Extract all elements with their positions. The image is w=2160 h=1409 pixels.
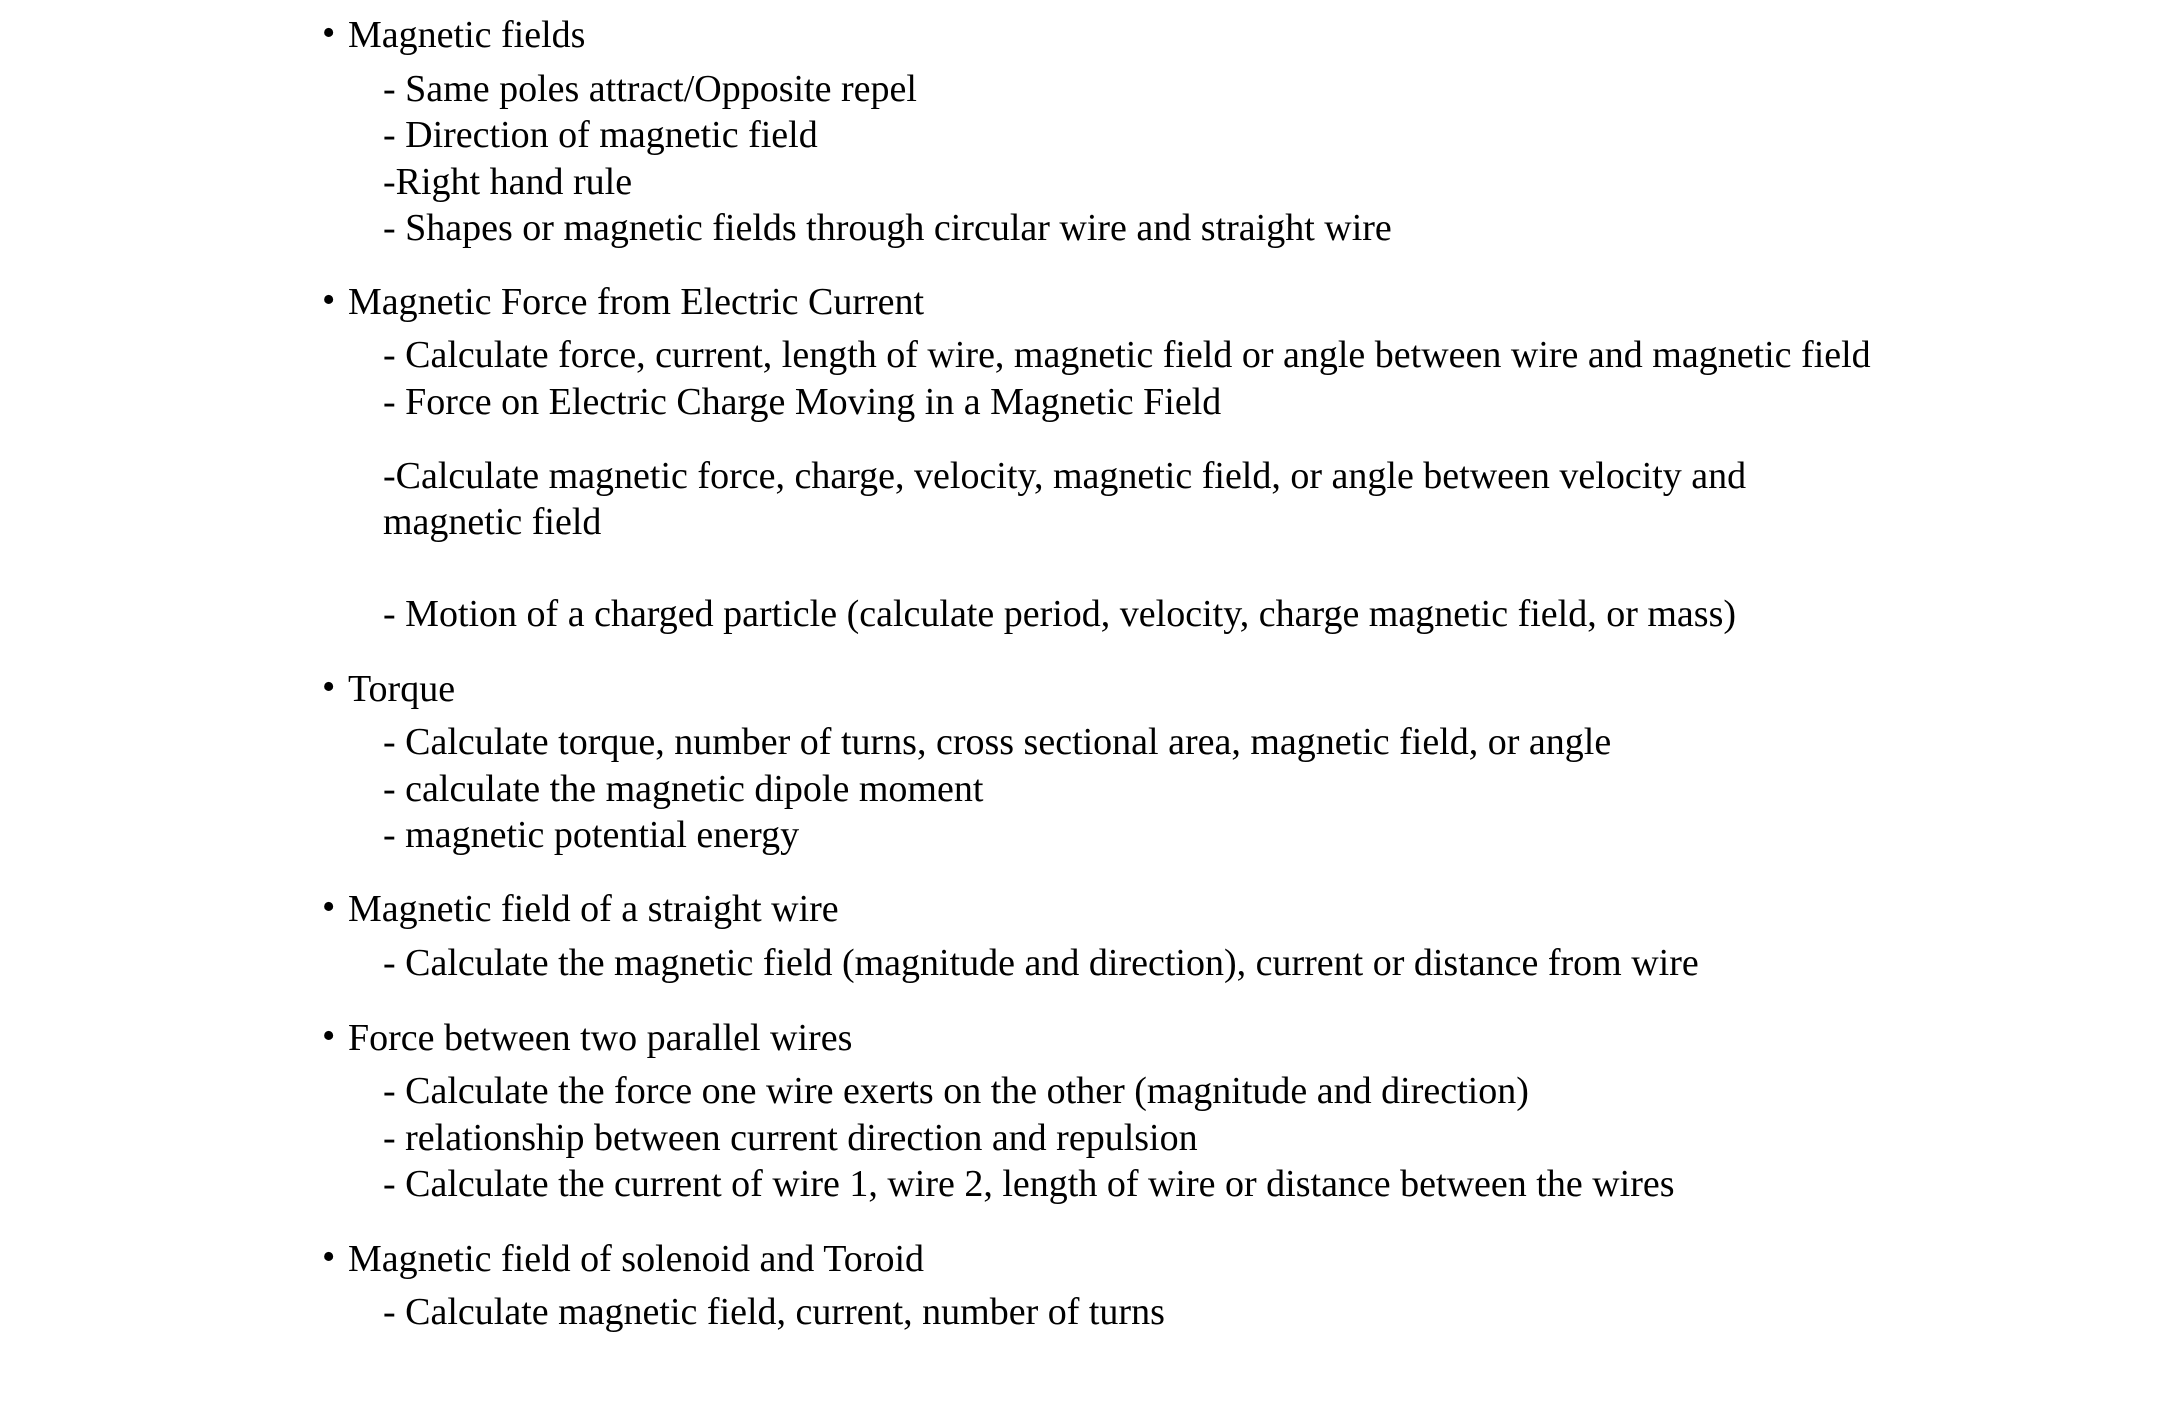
section-heading: Magnetic fields — [348, 14, 586, 56]
sub-item: -Right hand rule — [383, 161, 633, 203]
sub-item: - Calculate the magnetic field (magnitude and direction), current or distance from wire — [383, 942, 1699, 984]
sub-item: - Calculate force, current, length of wire, magnetic field or angle between wire and magnetic field — [383, 334, 1871, 376]
sub-item: - Force on Electric Charge Moving in a Magnetic Field — [383, 381, 1222, 423]
sub-item: - Calculate torque, number of turns, cross sectional area, magnetic field, or angle — [383, 721, 1612, 763]
section-heading: Magnetic field of solenoid and Toroid — [348, 1238, 925, 1280]
sub-item: - Shapes or magnetic fields through circular wire and straight wire — [383, 207, 1392, 249]
section-heading: Force between two parallel wires — [348, 1017, 853, 1059]
sub-item: - magnetic potential energy — [383, 814, 800, 856]
bullet-icon: • — [322, 12, 336, 54]
bullet-icon: • — [322, 1236, 336, 1278]
sub-item: - Same poles attract/Opposite repel — [383, 68, 917, 110]
bullet-icon: • — [322, 666, 336, 708]
sub-item-continuation: magnetic field — [383, 501, 602, 543]
sub-item: -Calculate magnetic force, charge, velocity, magnetic field, or angle between velocity and — [383, 455, 1747, 497]
sub-item: - Direction of magnetic field — [383, 114, 818, 156]
bullet-icon: • — [322, 279, 336, 321]
section-heading: Torque — [348, 668, 456, 710]
sub-item: - Calculate the current of wire 1, wire 2, length of wire or distance between the wires — [383, 1163, 1675, 1205]
sub-item: - calculate the magnetic dipole moment — [383, 768, 984, 810]
sub-item: - Calculate the force one wire exerts on the other (magnitude and direction) — [383, 1070, 1529, 1112]
section-heading: Magnetic Force from Electric Current — [348, 281, 925, 323]
section-heading: Magnetic field of a straight wire — [348, 888, 839, 930]
sub-item: - Motion of a charged particle (calculate period, velocity, charge magnetic field, or mass) — [383, 593, 1737, 635]
bullet-icon: • — [322, 886, 336, 928]
sub-item: - Calculate magnetic field, current, number of turns — [383, 1291, 1165, 1333]
sub-item: - relationship between current direction and repulsion — [383, 1117, 1198, 1159]
bullet-icon: • — [322, 1015, 336, 1057]
